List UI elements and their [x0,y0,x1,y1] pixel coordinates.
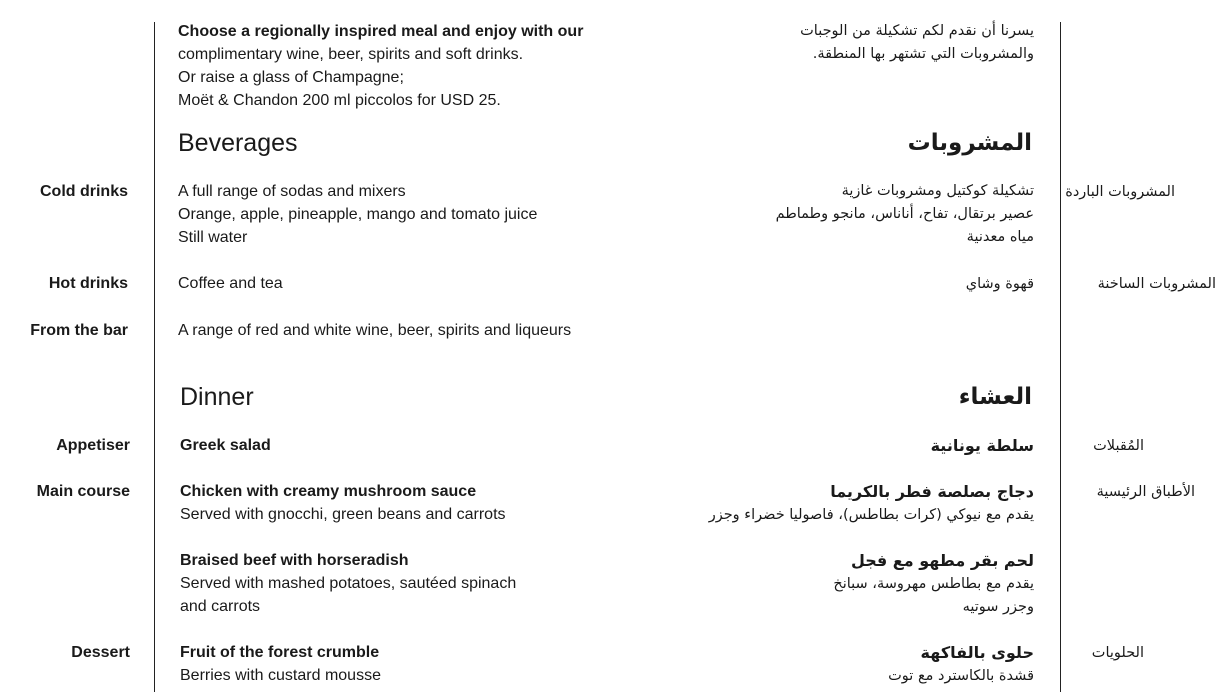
cold-drinks-label-en: Cold drinks [39,183,128,200]
from-the-bar-label-en: From the bar [30,322,128,339]
appetiser-ar: سلطة يونانية [930,436,1034,455]
intro-en-line-2: complimentary wine, beer, spirits and soft drinks. [178,46,524,63]
dessert-desc-en: Berries with custard mousse [180,667,381,684]
hot-drinks-ar: قهوة وشاي [965,276,1034,292]
left-divider-line [154,22,155,692]
intro-en-line-4: Moët & Chandon 200 ml piccolos for USD 25. [178,92,501,109]
cold-drinks-en-line-2: Orange, apple, pineapple, mango and tomato juice [178,206,538,223]
appetiser-en: Greek salad [180,437,271,454]
intro-en-line-1: Choose a regionally inspired meal and enjoy with our [178,23,584,40]
hot-drinks-en: Coffee and tea [178,275,283,292]
cold-drinks-en-line-1: A full range of sodas and mixers [178,183,406,200]
hot-drinks-label-en: Hot drinks [48,275,128,292]
cold-drinks-en-line-3: Still water [178,229,248,246]
dinner-title-en: Dinner [180,383,254,411]
cold-drinks-label-ar: المشروبات الباردة [1065,184,1175,200]
main-dish2-title-en: Braised beef with horseradish [180,552,409,569]
main-dish2-desc-ar-line-1: يقدم مع بطاطس مهروسة، سبانخ [833,576,1034,592]
main-dish1-title-en: Chicken with creamy mushroom sauce [180,483,477,500]
appetiser-label-ar: المُقبلات [1093,438,1144,454]
main-dish2-desc-en-line-1: Served with mashed potatoes, sautéed spinach [180,575,517,592]
main-dish1-title-ar: دجاج بصلصة فطر بالكريما [830,482,1034,501]
main-dish2-title-ar: لحم بقر مطهو مع فجل [850,551,1034,570]
from-the-bar-en: A range of red and white wine, beer, spirits and liqueurs [178,322,572,339]
intro-en-line-3: Or raise a glass of Champagne; [178,69,404,86]
appetiser-label-en: Appetiser [56,437,130,454]
right-divider-line [1060,22,1061,692]
dessert-title-en: Fruit of the forest crumble [180,644,380,661]
cold-drinks-ar-line-3: مياه معدنية [966,229,1034,245]
hot-drinks-label-ar: المشروبات الساخنة [1097,276,1216,292]
dessert-label-ar: الحلويات [1091,645,1144,661]
main-dish1-desc-en: Served with gnocchi, green beans and carrots [180,506,506,523]
main-dish2-desc-ar-line-2: وجزر سوتيه [962,599,1034,615]
intro-ar-line-1: يسرنا أن نقدم لكم تشكيلة من الوجبات [800,23,1034,39]
dinner-title-ar: العشاء [958,384,1032,410]
dessert-label-en: Dessert [71,644,130,661]
intro-ar-line-2: والمشروبات التي تشتهر بها المنطقة. [812,46,1034,62]
main-course-label-ar: الأطباق الرئيسية [1096,484,1195,500]
cold-drinks-ar-line-2: عصير برتقال، تفاح، أناناس، مانجو وطماطم [775,206,1034,222]
main-course-label-en: Main course [36,483,130,500]
beverages-title-ar: المشروبات [907,130,1032,156]
cold-drinks-ar-line-1: تشكيلة كوكتيل ومشروبات غازية [841,183,1034,199]
beverages-title-en: Beverages [178,129,298,157]
dessert-title-ar: حلوى بالفاكهة [920,643,1034,662]
main-dish1-desc-ar: يقدم مع نيوكي (كرات بطاطس)، فاصوليا خضراء وجزر [708,507,1034,523]
dessert-desc-ar: قشدة بالكاسترد مع توت [888,668,1034,684]
main-dish2-desc-en-line-2: and carrots [180,598,261,615]
